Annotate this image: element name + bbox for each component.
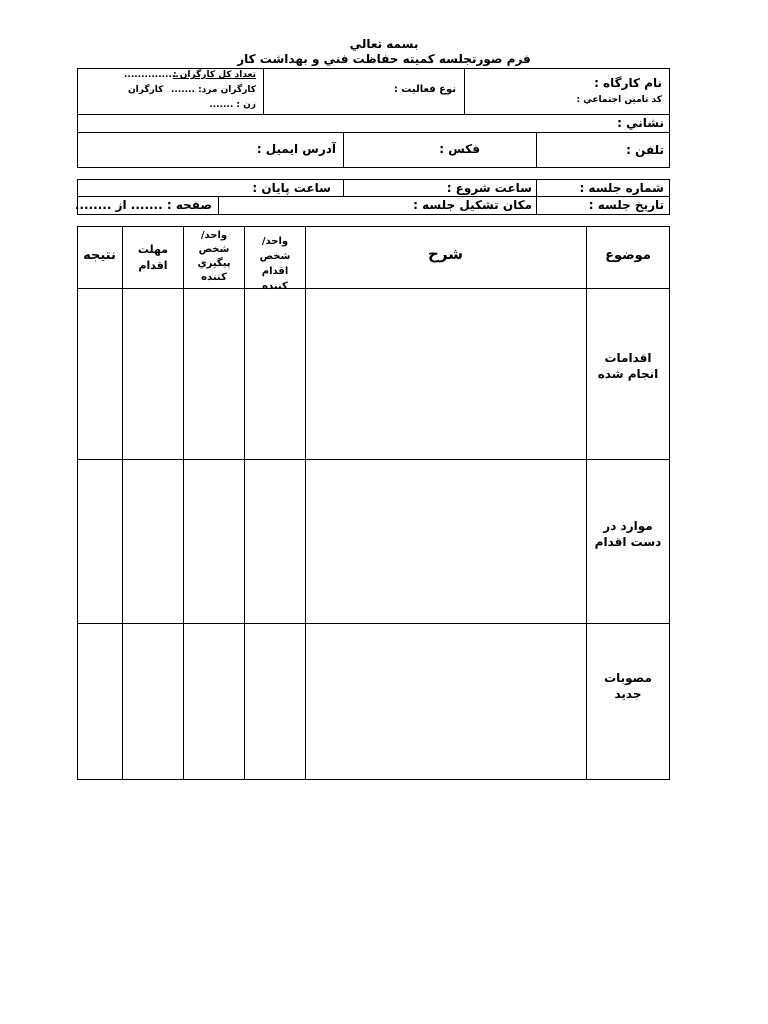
insurance-code-label: كد تامين اجتماعي :	[576, 95, 662, 105]
column-header-description: شرح	[428, 245, 463, 263]
address-label: نشاني :	[617, 116, 664, 130]
workshop-info-box	[77, 68, 670, 168]
workers-total-value: ................	[124, 70, 179, 80]
row-topic-new-resolutions: مصوبات جديد	[604, 671, 652, 701]
column-header-deadline: مهلت اقدام	[137, 243, 169, 272]
column-header-result: نتيجه	[83, 248, 116, 263]
column-header-action-by: واحد/ شخص اقدام كننده	[259, 236, 291, 292]
row-topic-in-progress: موارد در دست اقدام	[594, 519, 662, 549]
workers-female-label: زن : .......	[209, 100, 256, 110]
phone-label: تلفن :	[626, 143, 664, 157]
column-header-follow-up: واحد/ شخص پيگيري كننده	[197, 230, 231, 283]
actions-table	[77, 226, 670, 780]
workshop-name-label: نام كارگاه :	[594, 76, 662, 90]
fax-label: فكس :	[439, 142, 480, 156]
meeting-date-label: تاريخ جلسه :	[588, 198, 664, 212]
page-number-label: صفحه : ....... از ........	[74, 198, 212, 212]
column-header-topic: موضوع	[605, 248, 651, 263]
meeting-place-label: مكان تشكيل جلسه :	[413, 198, 532, 212]
workers-label: كارگران	[128, 85, 164, 95]
workers-male-label: كارگران مرد: .......	[171, 85, 256, 95]
form-title: فرم صورتجلسه كميته حفاظت فني و بهداشت كار	[237, 52, 531, 66]
activity-type-label: نوع فعاليت :	[393, 84, 456, 95]
start-time-label: ساعت شروع :	[446, 181, 532, 195]
workers-total-label: تعداد كل كارگران :	[172, 70, 256, 80]
meeting-number-label: شماره جلسه :	[579, 181, 664, 195]
header-basmala: بسمه تعالي	[349, 37, 419, 51]
end-time-label: ساعت پايان :	[252, 181, 331, 195]
row-topic-completed-actions: اقدامات انجام شده	[597, 351, 659, 381]
email-label: آدرس ايميل :	[256, 142, 336, 156]
